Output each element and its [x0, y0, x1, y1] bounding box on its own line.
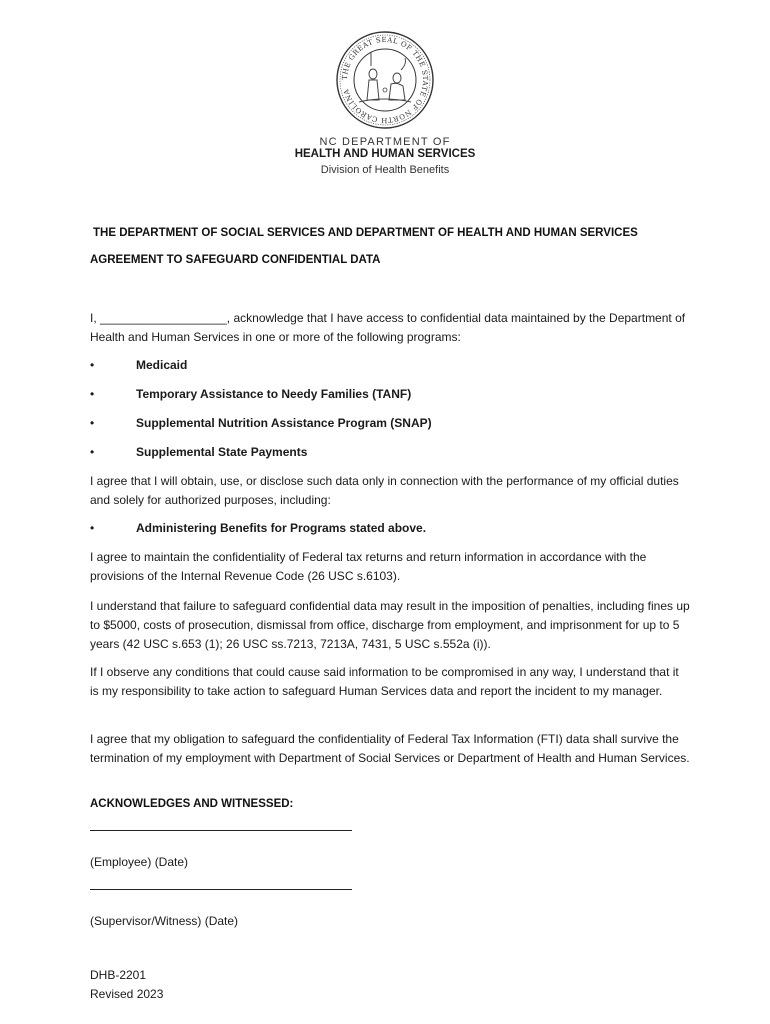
purpose-bullet-label: Administering Benefits for Programs stated above. [136, 521, 427, 535]
supervisor-date-label: (Supervisor/Witness) (Date) [90, 914, 239, 928]
bullet-icon: • [90, 445, 95, 459]
dept-name-line1: NC DEPARTMENT OF [319, 136, 451, 148]
tax-paragraph: I agree to maintain the confidentiality of Federal tax returns and return information in accordance with the provisions of the Internal Revenue Code (26 USC s.6103). [90, 550, 647, 583]
penalties-paragraph: I understand that failure to safeguard confidential data may result in the imposition of penalties, including fines up to $5000, costs of prosecution, dismissal from office, discharge from employment, and imprisonment for up to 5 years (42 USC s.653 (1); 26 USC ss.7213, 7213A, 7431, 5 USC s.552a (i)). [90, 599, 690, 651]
supervisor-signature-line[interactable] [90, 889, 352, 890]
nc-state-seal-icon [335, 30, 435, 130]
purpose-paragraph: I agree that I will obtain, use, or disclose such data only in connection with the performance of my official duties and solely for authorized purposes, including: [90, 474, 679, 507]
employee-signature-line[interactable] [90, 830, 352, 831]
report-paragraph: If I observe any conditions that could cause said information to be compromised in any way, I understand that it is my responsibility to take action to safeguard Human Services data and report the incident to my manager. [90, 665, 679, 698]
program-label: Supplemental State Payments [136, 445, 308, 459]
bullet-icon: • [90, 416, 95, 430]
intro-paragraph: I, ___________________, acknowledge that I have access to confidential data maintained by the Department of Health and Human Services in one or more of the following programs: [90, 311, 686, 344]
bullet-icon: • [90, 387, 95, 401]
document-subtitle: AGREEMENT TO SAFEGUARD CONFIDENTIAL DATA [90, 254, 381, 266]
acknowledge-heading: ACKNOWLEDGES AND WITNESSED: [90, 798, 294, 810]
program-label: Temporary Assistance to Needy Families (TANF) [136, 387, 412, 401]
seal-text: THE GREAT SEAL OF THE STATE OF NORTH CAROLINA [340, 35, 430, 125]
form-id: DHB-2201 [90, 968, 147, 982]
dept-name-line2: HEALTH AND HUMAN SERVICES [294, 148, 476, 160]
program-label: Supplemental Nutrition Assistance Program (SNAP) [136, 416, 432, 430]
bullet-icon: • [90, 358, 95, 372]
bullet-icon: • [90, 521, 95, 535]
document-title: THE DEPARTMENT OF SOCIAL SERVICES AND DEPARTMENT OF HEALTH AND HUMAN SERVICES [93, 227, 638, 239]
revision-date: Revised 2023 [90, 987, 164, 1001]
program-label: Medicaid [136, 358, 188, 372]
employee-date-label: (Employee) (Date) [90, 855, 189, 869]
division-name: Division of Health Benefits [320, 164, 450, 176]
fti-paragraph: I agree that my obligation to safeguard the confidentiality of Federal Tax Information (FTI) data shall survive the termination of my employment with Department of Social Services or Department of Health and Human Services. [90, 732, 690, 765]
